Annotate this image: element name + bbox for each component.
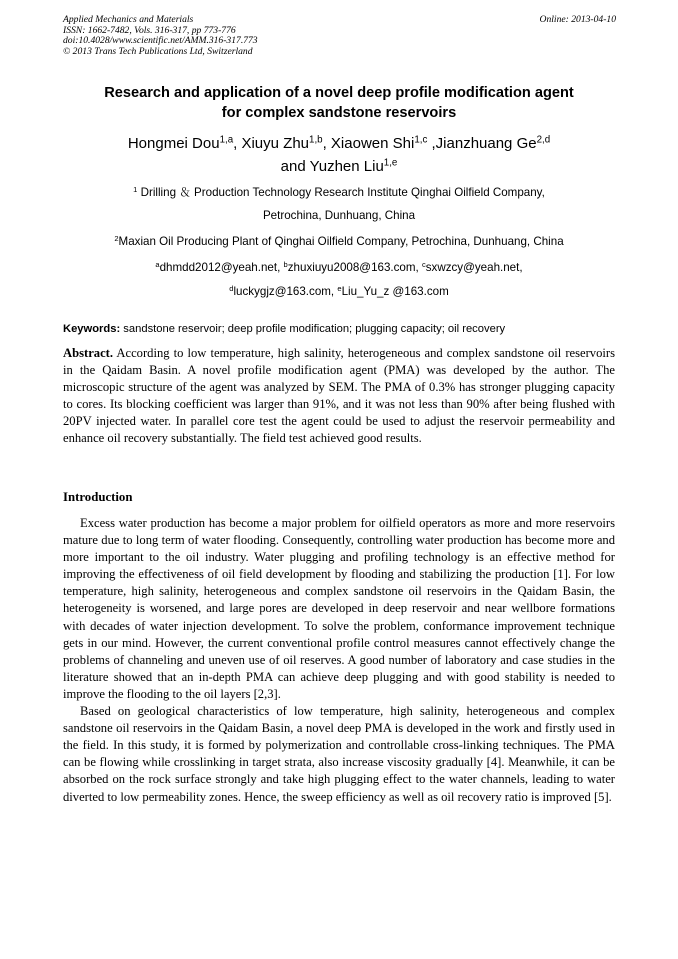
introduction-body [63,515,615,806]
author-name: Hongmei Dou [127,135,220,152]
email-address: sxwzcy@yeah.net, [425,261,523,274]
author-separator: , [427,135,436,152]
affiliation-line [50,181,628,204]
author-separator: , [233,135,242,152]
author-affiliation-mark: 1,a [219,134,234,146]
online-date: Online: 2013-04-10 [539,14,616,25]
author-affiliation-mark: 1,b [309,134,323,146]
journal-header [63,15,616,57]
email-mark: d [229,283,234,293]
paper-title [50,83,628,123]
section-heading-introduction: Introduction [63,490,133,504]
affiliation-1 [50,181,628,227]
author-name: Xiaowen Shi [330,135,415,152]
author-name: Xiuyu Zhu [241,135,310,152]
paragraph: Excess water production has become a major problem for oilfield operators as more and more reservoirs mature due to long term of water flooding. Consequently, controlling water production has become more and more important to the oil industry. Water plugging and profiling technology is an effective method for improving the effectiveness of oil field development by flooding and stabilizing the production [1]. For low temperature, high salinity, heterogeneous and complex sandstone oil reservoirs in the Qaidam Basin, the heterogeneity is worsened, and large pores are developed in deep reservoir and near wellbore formations with decades of water injection development. To solve the problem, conformance improvement technique gets in our mind. However, the current conventional profile control measures cannot effectively change the problems of channeling and uneven use of oil reserves. A good number of laboratory and case studies in the literature showed that an in-depth PMA can achieve deep plugging and with good stability is needed to improve the flooding to the oil layers [2,3]. [63,516,615,701]
author-list [50,132,628,178]
author-separator: , [322,135,331,152]
affiliation-line [50,230,628,253]
email-line-2 [50,280,628,304]
author-line-1 [50,132,628,155]
email-mark: c [421,259,426,269]
author-affiliation-mark: 2,d [536,134,551,146]
affiliation-text: Maxian Oil Producing Plant of Qinghai Oilfield Company, Petrochina, Dunhuang, China [118,235,564,248]
abstract-label: Abstract. [63,346,114,360]
copyright-line: © 2013 Trans Tech Publications Ltd, Switzerland [63,45,253,57]
affiliation-2 [50,230,628,253]
email-mark: e [337,283,342,293]
author-name: and Yuzhen Liu [280,158,384,175]
email-mark: a [155,259,160,269]
journal-name: Applied Mechanics and Materials [63,14,194,25]
paragraph: Based on geological characteristics of low temperature, high salinity, heterogeneous and complex sandstone oil reservoirs in the Qaidam Basin, a novel deep PMA is developed in the work and firstly used in the field. In this study, it is formed by polymerization and controllable cross-linking techniques. The PMA can be flowing while crosslinking in target strata, also increase viscosity gradually [4]. Meanwhile, it can be absorbed on the rock surface strongly and take high plugging effect to the water channels, leading to water diverted to low permeability zones. Hence, the sweep efficiency as well as oil recovery ratio is improved [5]. [63,704,615,804]
author-affiliation-mark: 1,c [414,134,428,146]
keywords [63,321,623,337]
email-line-1 [50,256,628,280]
keywords-label: Keywords: [63,323,121,335]
abstract-text: According to low temperature, high salinity, heterogeneous and complex sandstone oil reservoirs in the Qaidam Basin. A novel profile modification agent (PMA) was developed by the author. The microscopic structure of the agent was analyzed by SEM. The PMA of 0.3% has stronger plugging capacity to cores. Its blocking coefficient was larger than 91%, and it was not less than 90% after being flushed with 20PV injected water. In parallel core test the agent could be used to adjust the reservoir permeability and enhance oil recovery substantially. The field test achieved good results. [63,346,615,446]
affiliation-line: Petrochina, Dunhuang, China [262,209,416,222]
affiliation-text: Drilling ＆ Production Technology Research Institute Qinghai Oilfield Company, [137,186,545,199]
affiliation-mark: 2 [114,233,119,243]
email-address: Liu_Yu_z @163.com [341,285,449,298]
title-line-2: for complex sandstone reservoirs [221,105,457,121]
issn-line: ISSN: 1662-7482, Vols. 316-317, pp 773-776 [63,24,236,36]
title-line-1: Research and application of a novel deep profile modification agent [104,85,574,101]
abstract [63,345,615,448]
email-address: luckygjz@163.com, [233,285,338,298]
author-name: Jianzhuang Ge [435,135,537,152]
email-mark: b [283,259,288,269]
email-address: dhmdd2012@yeah.net, [159,261,284,274]
author-affiliation-mark: 1,e [383,157,398,169]
affiliation-mark: 1 [133,184,138,194]
doi-line: doi:10.4028/www.scientific.net/AMM.316-317.773 [63,35,258,47]
author-line-2 [50,155,628,178]
author-emails [50,256,628,304]
keywords-text: sandstone reservoir; deep profile modification; plugging capacity; oil recovery [120,323,506,335]
email-address: zhuxiuyu2008@163.com, [287,261,422,274]
